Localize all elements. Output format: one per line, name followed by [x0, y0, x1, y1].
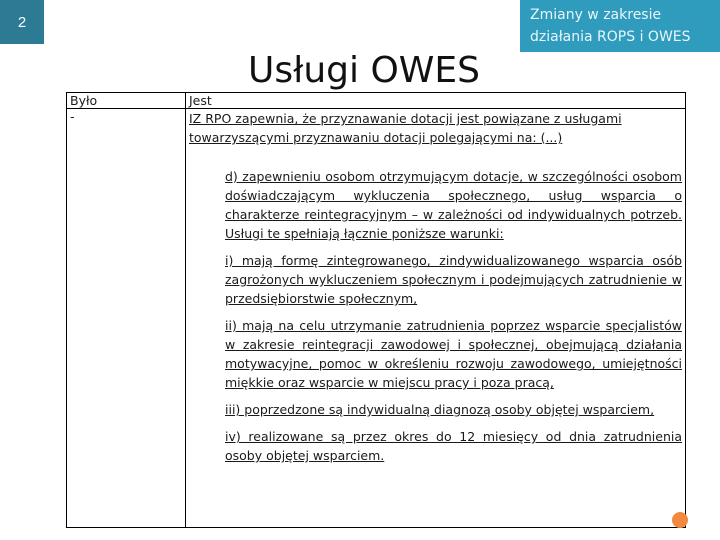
was-value: -	[70, 109, 75, 124]
point-ii: ii) mają na celu utrzymanie zatrudnienia poprzez wsparcie specjalistów w zakresie reintegracji zawodowej i społecznej, obejmującą działania motywacyjne, pomoc w określeniu rozwoju zawodowego, umiejętności miękkie oraz wsparcie w miejscu pracy i poza pracą,	[225, 318, 682, 390]
table-header-row	[67, 93, 686, 109]
cell-is	[186, 109, 686, 528]
accent-dot	[672, 512, 688, 528]
header-is: Jest	[186, 93, 686, 109]
slide-number: 2	[7, 7, 37, 37]
point-i: i) mają formę zintegrowanego, zindywidualizowanego wsparcia osób zagrożonych wykluczeniem społecznym i podejmujących zatrudnienie w przedsiębiorstwie społecznym,	[225, 253, 682, 306]
table-row	[67, 109, 686, 528]
point-iii: iii) poprzedzone są indywidualną diagnozą osoby objętej wsparciem,	[225, 402, 655, 417]
point-iv: iv) realizowane są przez okres do 12 miesięcy od dnia zatrudnienia osoby objętej wsparciem.	[225, 429, 682, 463]
section-banner: Zmiany w zakresie działania ROPS i OWES	[520, 0, 720, 52]
slide-number-badge	[0, 0, 44, 44]
comparison-table	[66, 92, 686, 528]
cell-was	[67, 109, 186, 528]
header-was: Było	[67, 93, 186, 109]
point-d: d) zapewnieniu osobom otrzymującym dotacje, w szczególności osobom doświadczającym wykluczenia społecznego, usług wsparcia o charakterze reintegracyjnym – w zależności od indywidualnych potrzeb. Usługi te spełniają łącznie poniższe warunki:	[225, 169, 682, 241]
slide-title: Usługi OWES	[248, 50, 480, 91]
intro-paragraph: IZ RPO zapewnia, że przyznawanie dotacji jest powiązane z usługami towarzyszącymi przyznawaniu dotacji polegającymi na: (...)	[189, 111, 622, 145]
